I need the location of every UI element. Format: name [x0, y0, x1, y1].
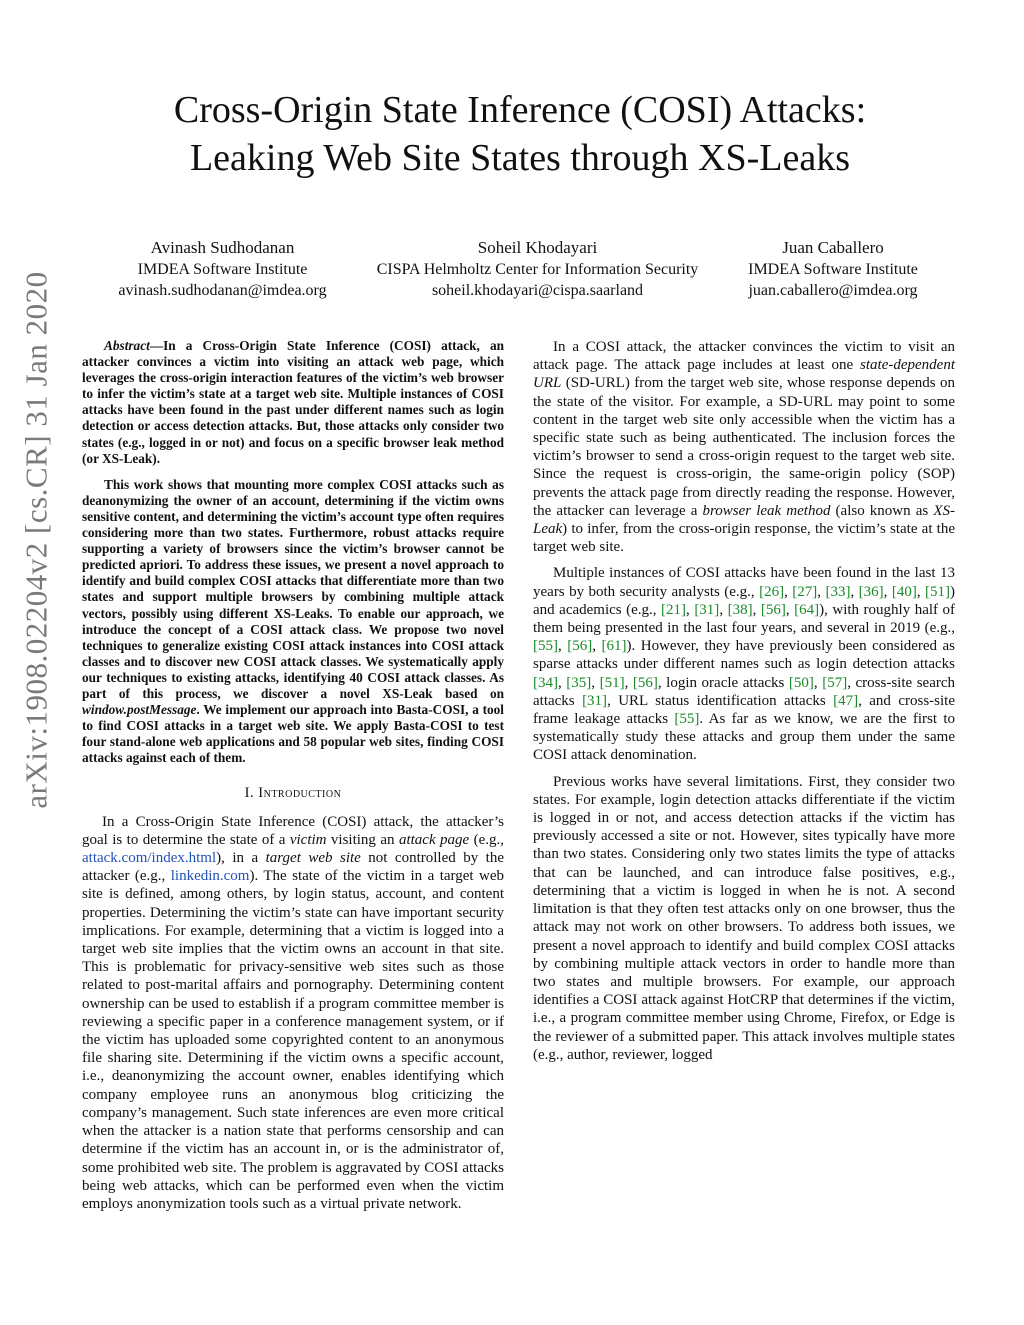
- abstract-text-2a: This work shows that mounting more complex COSI attacks such as deanonymizing the owner of an account, determining if the victim owns sensitive content, and determining the victim’s account type often requires considering more than two states. Furthermore, robust attacks require supporting a variety of browsers since the victim’s browser cannot be predicted apriori. To address these issues, we present a novel approach to identify and build complex COSI attacks that differentiate more than two states and support multiple browsers by combining multiple attack vectors, possibly using different XS-Leaks. To enable our approach, we introduce the concept of a COSI attack class. We propose two novel techniques to generalize existing COSI attack instances into COSI attack classes and to discover new COSI attack classes. We systematically apply our techniques to existing attacks, identifying 40 COSI attack classes. As part of this process, we discover a novel XS-Leak based on: [82, 476, 504, 701]
- emphasis: browser leak method: [702, 502, 831, 519]
- author-email: juan.caballero@imdea.org: [748, 282, 918, 299]
- text-run: , and cross-site frame leakage attacks: [533, 692, 955, 728]
- author-3: [728, 237, 938, 302]
- separator: ,: [719, 601, 728, 618]
- citation[interactable]: [61]: [601, 638, 627, 655]
- attack-page-link[interactable]: attack.com/index.html: [82, 850, 217, 867]
- citation[interactable]: [55]: [674, 711, 700, 728]
- separator: ,: [916, 583, 926, 600]
- separator: ,: [624, 674, 633, 691]
- citation[interactable]: [64]: [794, 601, 820, 618]
- author-email: soheil.khodayari@cispa.saarland: [431, 282, 644, 299]
- text-run: , login oracle attacks: [657, 674, 789, 691]
- intro-paragraph-1: [82, 813, 504, 1213]
- citation[interactable]: [38]: [727, 601, 753, 618]
- author-email: avinash.sudhodanan@imdea.org: [118, 282, 327, 299]
- author-2: [360, 237, 715, 302]
- author-1: [95, 237, 350, 302]
- intro-body-right: [533, 338, 955, 1064]
- text-run: (also known as: [830, 502, 934, 519]
- text-run: . As far as we know, we are the first to systematically study these attacks and group them under the same COSI attack denomination.: [533, 711, 955, 764]
- intro-paragraph-4: Previous works have several limitations. First, they consider two states. For example, login detection attacks differentiate if the victim is logged in or not, and access detection attacks if the victim has previously accessed a site or not. However, sites typically have more than two states. Considering only two states limits the type of attacks that can be launched, and can introduce false positives, e.g., determining that a victim is logged in when he is not. A second limitation is that they often test attacks only on one browser, thus the attack may not work on other browsers. To address both issues, we present a novel approach to identify and build complex COSI attacks by combining multiple attack vectors in order to handle more than two states and multiple browsers. For example, our approach identifies a COSI attack against HotCRP that determines if the victim, i.e., a program committee member using Chrome, Firefox, or Edge is the reviewer of a submitted paper. This attack involves multiple states (e.g., author, reviewer, logged: [533, 773, 955, 1063]
- emphasis: target web site: [265, 850, 361, 867]
- separator: ,: [883, 583, 892, 600]
- text-run: ). However, they have previously been considered as sparse attacks under different names such as login detection attacks: [533, 638, 956, 673]
- separator: ,: [752, 601, 761, 618]
- citation[interactable]: [26]: [759, 583, 785, 600]
- emphasis: XS-Leak: [533, 502, 955, 538]
- separator: ,: [784, 583, 793, 600]
- separator: ,: [592, 638, 602, 655]
- abstract-paragraph-2: [82, 477, 504, 767]
- citation[interactable]: [50]: [788, 674, 814, 691]
- text-run: not controlled by the attacker (e.g.,: [82, 850, 504, 885]
- separator: ,: [785, 601, 795, 618]
- citation[interactable]: [51]: [599, 674, 625, 691]
- text-run: Multiple instances of COSI attacks have been found in the last 13 years by both security analysts (e.g.,: [533, 565, 955, 600]
- left-column: [82, 338, 504, 1213]
- citation[interactable]: [51]: [925, 583, 951, 600]
- citation[interactable]: [47]: [833, 692, 859, 709]
- abstract-text-1: —In a Cross-Origin State Inference (COSI) attack, an attacker convinces a victim into visiting an attack web page, which leverages the cross-origin interaction features of the victim’s web browser to infer the victim’s state at a target web site. Multiple instances of COSI attacks have been found in the past under different names such as login detection or access detection attacks. But, those attacks only consider two states (e.g., logged in or not) and focus on a specific browser leak method (or XS-Leak).: [82, 338, 504, 466]
- text-run: (SD-URL) from the target web site, whose response depends on the state of the visitor. For example, a SD-URL may point to some content in the target web site only accessible when the victim has a specific state such as being authenticated. The inclusion forces the victim’s browser to send a cross-origin request to the target web site. Since the request is cross-origin, the same-origin policy (SOP) prevents the attack page from directly reading the response. However, the attacker can leverage a: [533, 375, 955, 519]
- separator: ,: [558, 638, 568, 655]
- citation[interactable]: [56]: [632, 674, 658, 691]
- emphasis: victim: [289, 831, 327, 848]
- title-line-2: Leaking Web Site States through XS-Leaks: [189, 137, 851, 179]
- citation[interactable]: [21]: [661, 601, 687, 618]
- separator: ,: [817, 583, 826, 600]
- citation[interactable]: [34]: [533, 674, 558, 691]
- intro-body-left: [82, 813, 504, 1213]
- author-name: Juan Caballero: [782, 238, 884, 257]
- target-site-link[interactable]: linkedin.com: [170, 868, 250, 885]
- citation[interactable]: [40]: [891, 583, 917, 600]
- arxiv-side-stamp: [12, 110, 62, 970]
- separator: ,: [686, 601, 695, 618]
- section-heading-introduction: [82, 784, 504, 802]
- separator: ,: [558, 674, 567, 691]
- section-title: Introduction: [258, 785, 342, 802]
- paper-title: [80, 86, 960, 182]
- text-run: ), in a: [216, 850, 266, 867]
- right-column: [533, 338, 955, 1064]
- author-block: [80, 237, 960, 307]
- abstract-lead: Abstract: [104, 338, 150, 353]
- separator: ,: [813, 674, 823, 691]
- citation[interactable]: [27]: [792, 583, 818, 600]
- citation[interactable]: [57]: [822, 674, 848, 691]
- text-run: , URL status identification attacks: [607, 692, 834, 709]
- author-affiliation: IMDEA Software Institute: [137, 260, 308, 278]
- abstract-paragraph-1: [82, 338, 504, 467]
- title-line-1: Cross-Origin State Inference (COSI) Attacks:: [173, 89, 867, 131]
- section-number: I.: [244, 785, 255, 802]
- citation[interactable]: [33]: [825, 583, 851, 600]
- arxiv-identifier: arXiv:1908.02204v2 [cs.CR] 31 Jan 2020: [19, 271, 54, 809]
- text-run: In a Cross-Origin State Inference (COSI) attack, the attacker’s goal is to determine the state of a: [82, 813, 504, 848]
- emphasis: state-dependent URL: [533, 357, 955, 392]
- separator: ,: [850, 583, 859, 600]
- author-affiliation: CISPA Helmholtz Center for Information Security: [376, 260, 699, 278]
- citation[interactable]: [56]: [760, 601, 786, 618]
- emphasis: attack page: [398, 831, 470, 848]
- citation[interactable]: [35]: [566, 674, 592, 691]
- intro-paragraph-3: [533, 564, 955, 764]
- abstract: [82, 338, 504, 766]
- citation[interactable]: [36]: [858, 583, 884, 600]
- author-name: Avinash Sudhodanan: [150, 238, 295, 257]
- text-run: ). The state of the victim in a target web site is defined, among others, by login status, account, and content properties. Determining the victim’s state can have important security implications. For example, determining that a victim is logged into a target web site implies that the victim owns an account in that site. This is problematic for privacy-sensitive web sites such as those related to post-marital affairs and pornography. Determining content ownership can be used to establish if a program committee member is reviewing a specific paper in a conference management system, or if the victim has uploaded some copyrighted content to an anonymous file sharing site. Determining if the victim owns a specific account, i.e., deanonymizing the account owner, enables identifying which company employee runs an anonymous blog criticizing the company’s management. Such state inferences are even more critical when the attacker is a nation state that performs censorship and can determine if the victim has an account in, or is the administrator of, some prohibited web site. The problem is aggravated by COSI attacks being web attacks, which can be performed even when the victim employs anonymization tools such as a virtual private network.: [82, 868, 504, 1212]
- abstract-emphasis: window.postMessage: [82, 702, 197, 718]
- citation[interactable]: [31]: [582, 692, 608, 709]
- citation[interactable]: [55]: [533, 638, 558, 655]
- text-run: (e.g.,: [469, 831, 505, 848]
- intro-paragraph-2: [533, 338, 955, 556]
- text-run: ) to infer, from the cross-origin response, the victim’s state at the target web site.: [533, 521, 955, 556]
- text-run: ) and academics (e.g.,: [533, 583, 956, 618]
- text-run: ), with roughly half of them being presented in the last four years, and several in 2019 (e.g.,: [533, 601, 956, 637]
- separator: ,: [591, 674, 600, 691]
- text-run: , cross-site search attacks: [533, 674, 956, 709]
- author-affiliation: IMDEA Software Institute: [748, 260, 918, 278]
- text-run: visiting an: [326, 831, 399, 848]
- abstract-text-2b: . We implement our approach into Basta-COSI, a tool to find COSI attacks in a target web site. We apply Basta-COSI to test four stand-alone web applications and 58 popular web sites, finding COSI attacks against each of them.: [82, 702, 504, 766]
- citation[interactable]: [31]: [694, 601, 720, 618]
- citation[interactable]: [56]: [567, 638, 593, 655]
- text-run: In a COSI attack, the attacker convinces the victim to visit an attack page. The attack page includes at least one: [533, 339, 955, 374]
- author-name: Soheil Khodayari: [477, 238, 598, 257]
